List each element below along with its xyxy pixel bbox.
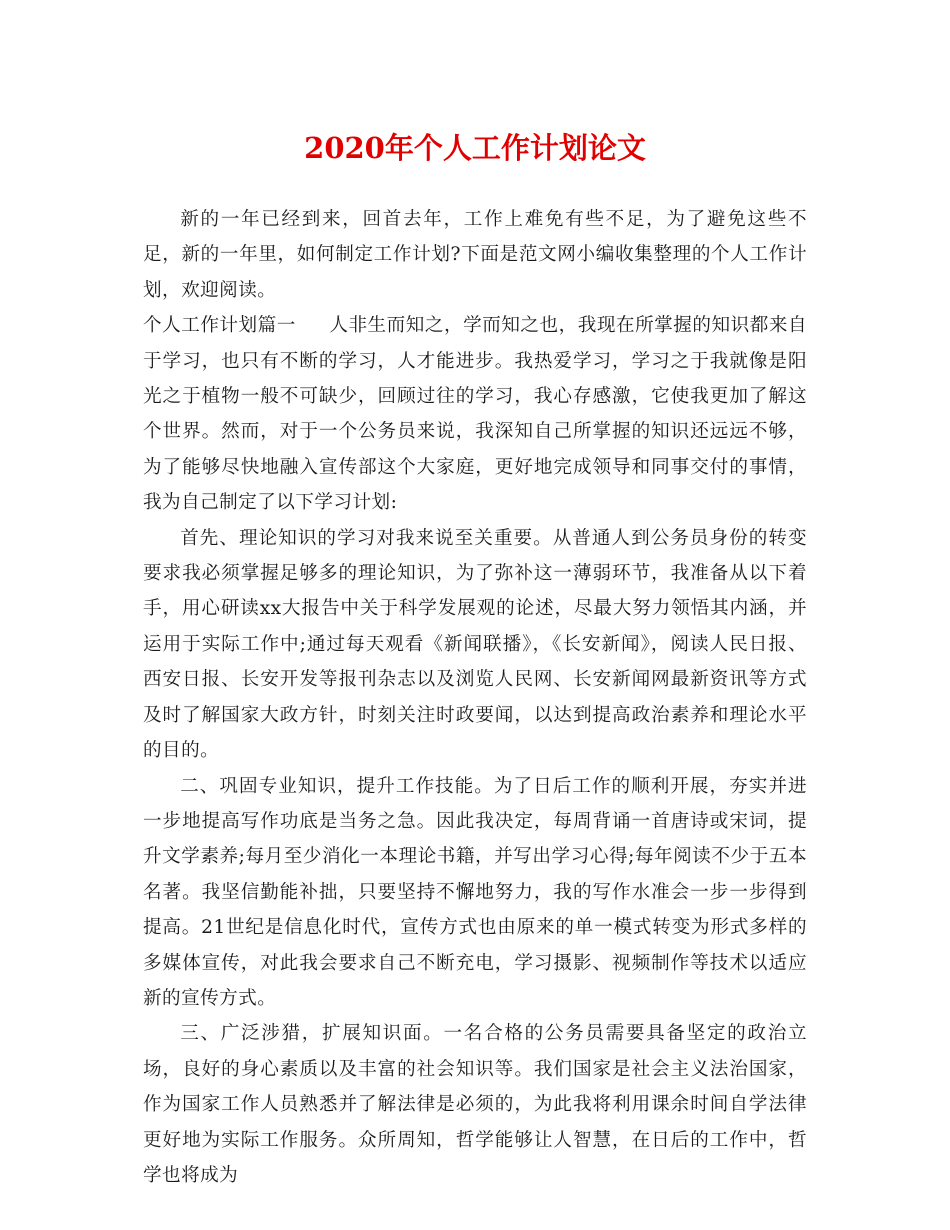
- section-one-text: 人非生而知之，学而知之也，我现在所掌握的知识都来自于学习，也只有不断的学习，人才能进步。我热爱学习，学习之于我就像是阳光之于植物一般不可缺少，回顾过往的学习，我心存感激，它使我更加了解这个世界。然而，对于一个公务员来说，我深知自己所掌握的知识还远远不够，为了能够尽快地融入宣传部这个大家庭，更好地完成领导和同事交付的事情，我为自己制定了以下学习计划:: [143, 315, 807, 514]
- paragraph-knowledge: 三、广泛涉猎，扩展知识面。一名合格的公务员需要具备坚定的政治立场，良好的身心素质以及丰富的社会知识等。我们国家是社会主义法治国家，作为国家工作人员熟悉并了解法律是必须的，为此我将利用课余时间自学法律更好地为实际工作服务。众所周知，哲学能够让人智慧，在日后的工作中，哲学也将成为: [143, 1023, 807, 1186]
- intro-paragraph: 新的一年已经到来，回首去年，工作上难免有些不足，为了避免这些不足，新的一年里，如何制定工作计划?下面是范文网小编收集整理的个人工作计划，欢迎阅读。: [143, 209, 807, 301]
- section-one-paragraph: [143, 308, 807, 520]
- section-one-heading: 个人工作计划篇一: [143, 315, 296, 337]
- document-body: [143, 202, 807, 1193]
- paragraph-theory: 首先、理论知识的学习对我来说至关重要。从普通人到公务员身份的转变要求我必须掌握足够多的理论知识，为了弥补这一薄弱环节，我准备从以下着手，用心研读xx大报告中关于科学发展观的论述，尽最大努力领悟其内涵，并运用于实际工作中;通过每天观看《新闻联播》，《长安新闻》，阅读人民日报、西安日报、长安开发等报刊杂志以及浏览人民网、长安新闻网最新资讯等方式及时了解国家大政方针，时刻关注时政要闻，以达到提高政治素养和理论水平的目的。: [143, 527, 807, 762]
- document-title: 2020年个人工作计划论文: [304, 131, 646, 165]
- paragraph-skills: 二、巩固专业知识，提升工作技能。为了日后工作的顺利开展，夯实并进一步地提高写作功底是当务之急。因此我决定，每周背诵一首唐诗或宋词，提升文学素养;每月至少消化一本理论书籍，并写出学习心得;每年阅读不少于五本名著。我坚信勤能补拙，只要坚持不懈地努力，我的写作水准会一步一步得到提高。21世纪是信息化时代，宣传方式也由原来的单一模式转变为形式多样的多媒体宣传，对此我会要求自己不断充电，学习摄影、视频制作等技术以适应新的宣传方式。: [143, 775, 807, 1009]
